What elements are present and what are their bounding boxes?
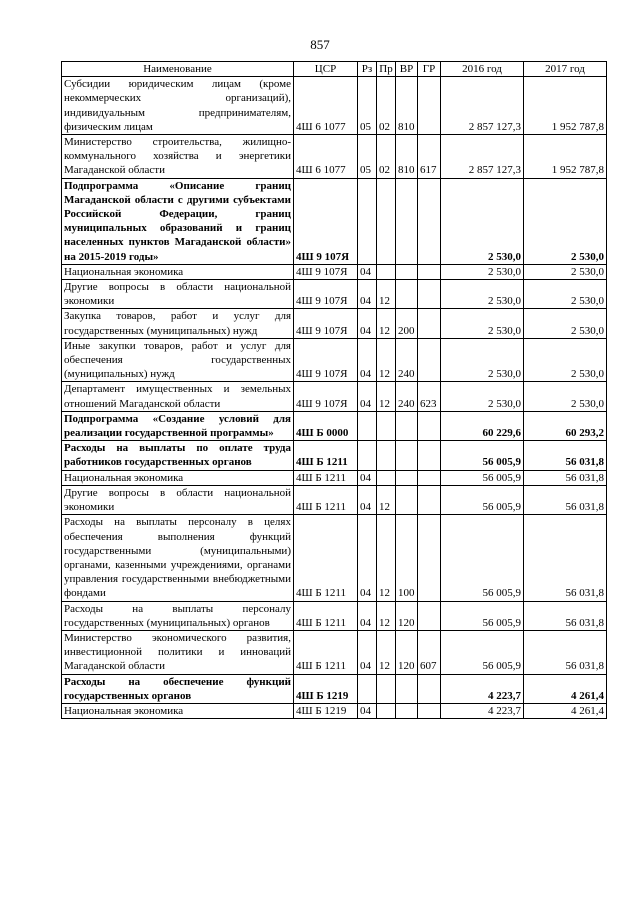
cell-2016: 60 229,6 [441,411,524,440]
cell-name: Расходы на выплаты по оплате труда работников государственных органов [62,441,294,470]
cell-2017: 56 031,8 [524,470,607,485]
cell-pr [377,470,396,485]
cell-2016: 56 005,9 [441,485,524,514]
cell-pr [377,674,396,703]
cell-pr: 12 [377,630,396,674]
cell-gr: 623 [418,382,441,411]
cell-pr: 12 [377,485,396,514]
cell-name: Расходы на обеспечение функций государственных органов [62,674,294,703]
budget-table [61,61,607,719]
cell-2017: 56 031,8 [524,630,607,674]
cell-vr: 200 [396,309,418,338]
cell-2017: 56 031,8 [524,601,607,630]
cell-2016: 2 530,0 [441,338,524,382]
cell-pr [377,411,396,440]
cell-vr: 810 [396,77,418,135]
cell-pr: 12 [377,309,396,338]
table-row [62,630,607,674]
cell-csr: 4Ш 9 107Я [294,280,358,309]
cell-2016: 2 530,0 [441,382,524,411]
cell-2016: 56 005,9 [441,630,524,674]
cell-csr: 4Ш 9 107Я [294,178,358,264]
cell-rz: 05 [358,135,377,179]
cell-csr: 4Ш 6 1077 [294,77,358,135]
cell-rz [358,441,377,470]
cell-rz [358,178,377,264]
cell-name: Субсидии юридическим лицам (кроме некоммерческих организаций), индивидуальным предпринимателям, физическим лицам [62,77,294,135]
cell-vr [396,703,418,718]
cell-2017: 2 530,0 [524,309,607,338]
cell-2017: 56 031,8 [524,441,607,470]
table-row [62,382,607,411]
cell-rz: 04 [358,470,377,485]
cell-gr [418,338,441,382]
cell-rz: 04 [358,515,377,601]
cell-vr [396,411,418,440]
cell-2016: 2 857 127,3 [441,77,524,135]
cell-vr: 120 [396,601,418,630]
cell-gr [418,485,441,514]
cell-vr: 810 [396,135,418,179]
cell-vr [396,264,418,279]
cell-name: Другие вопросы в области национальной экономики [62,280,294,309]
cell-vr [396,674,418,703]
cell-rz: 04 [358,630,377,674]
cell-rz: 04 [358,703,377,718]
cell-csr: 4Ш Б 1211 [294,441,358,470]
table-row [62,485,607,514]
cell-rz: 04 [358,485,377,514]
page-number: 857 [310,37,330,52]
table-row [62,178,607,264]
cell-pr: 12 [377,338,396,382]
cell-2016: 56 005,9 [441,601,524,630]
cell-pr [377,264,396,279]
cell-rz: 05 [358,77,377,135]
cell-vr: 240 [396,382,418,411]
table-row [62,338,607,382]
cell-2017: 60 293,2 [524,411,607,440]
cell-gr: 617 [418,135,441,179]
cell-2017: 2 530,0 [524,338,607,382]
cell-vr [396,280,418,309]
header-2017: 2017 год [524,62,607,77]
cell-2017: 1 952 787,8 [524,135,607,179]
table-body [62,77,607,719]
cell-pr [377,441,396,470]
cell-csr: 4Ш Б 1211 [294,485,358,514]
cell-rz [358,411,377,440]
cell-pr: 02 [377,135,396,179]
cell-2017: 56 031,8 [524,485,607,514]
cell-pr [377,703,396,718]
cell-2016: 4 223,7 [441,703,524,718]
table-row [62,470,607,485]
cell-gr [418,264,441,279]
cell-csr: 4Ш Б 0000 [294,411,358,440]
table-row [62,441,607,470]
cell-pr: 12 [377,601,396,630]
cell-vr: 100 [396,515,418,601]
cell-2016: 2 530,0 [441,178,524,264]
cell-pr: 12 [377,515,396,601]
cell-gr [418,674,441,703]
cell-2017: 2 530,0 [524,264,607,279]
table-row [62,135,607,179]
cell-csr: 4Ш 9 107Я [294,382,358,411]
cell-gr [418,601,441,630]
cell-gr [418,703,441,718]
cell-2017: 1 952 787,8 [524,77,607,135]
cell-2016: 56 005,9 [441,470,524,485]
cell-gr [418,441,441,470]
cell-vr: 240 [396,338,418,382]
cell-name: Иные закупки товаров, работ и услуг для обеспечения государственных (муниципальных) нужд [62,338,294,382]
cell-2017: 4 261,4 [524,703,607,718]
header-rz: Рз [358,62,377,77]
cell-2017: 2 530,0 [524,280,607,309]
table-row [62,280,607,309]
table-row [62,601,607,630]
cell-2016: 56 005,9 [441,515,524,601]
cell-csr: 4Ш Б 1219 [294,703,358,718]
cell-gr [418,411,441,440]
cell-rz: 04 [358,280,377,309]
header-vr: ВР [396,62,418,77]
cell-pr [377,178,396,264]
cell-rz: 04 [358,309,377,338]
cell-csr: 4Ш 6 1077 [294,135,358,179]
header-csr: ЦСР [294,62,358,77]
cell-rz: 04 [358,264,377,279]
table-row [62,674,607,703]
cell-pr: 02 [377,77,396,135]
cell-2016: 2 530,0 [441,264,524,279]
table-row [62,515,607,601]
cell-gr [418,515,441,601]
table-header-row [62,62,607,77]
cell-csr: 4Ш 9 107Я [294,264,358,279]
cell-vr [396,441,418,470]
cell-name: Закупка товаров, работ и услуг для государственных (муниципальных) нужд [62,309,294,338]
cell-csr: 4Ш 9 107Я [294,338,358,382]
header-2016: 2016 год [441,62,524,77]
cell-csr: 4Ш Б 1219 [294,674,358,703]
cell-2016: 2 530,0 [441,280,524,309]
cell-vr [396,470,418,485]
cell-rz [358,674,377,703]
cell-gr [418,280,441,309]
cell-name: Национальная экономика [62,703,294,718]
cell-pr: 12 [377,280,396,309]
cell-gr: 607 [418,630,441,674]
table-row [62,309,607,338]
cell-2016: 2 530,0 [441,309,524,338]
cell-2017: 56 031,8 [524,515,607,601]
cell-rz: 04 [358,601,377,630]
cell-name: Подпрограмма «Описание границ Магаданской области с другими субъектами Российской Федерации, границ муниципальных образований и границ населенных пунктов Магаданской области» на 2015-2019 годы» [62,178,294,264]
cell-name: Департамент имущественных и земельных отношений Магаданской области [62,382,294,411]
cell-vr [396,178,418,264]
cell-vr [396,485,418,514]
cell-csr: 4Ш Б 1211 [294,470,358,485]
cell-csr: 4Ш Б 1211 [294,601,358,630]
table-row [62,264,607,279]
header-gr: ГР [418,62,441,77]
cell-name: Национальная экономика [62,470,294,485]
cell-2017: 2 530,0 [524,178,607,264]
cell-pr: 12 [377,382,396,411]
table-row [62,77,607,135]
cell-name: Министерство экономического развития, инвестиционной политики и инноваций Магаданской области [62,630,294,674]
cell-csr: 4Ш 9 107Я [294,309,358,338]
cell-name: Расходы на выплаты персоналу в целях обеспечения выполнения функций государственными (муниципальными) органами, казенными учреждениями, органами управления государственными внебюджетными фондами [62,515,294,601]
cell-name: Другие вопросы в области национальной экономики [62,485,294,514]
cell-2017: 2 530,0 [524,382,607,411]
cell-name: Национальная экономика [62,264,294,279]
cell-rz: 04 [358,338,377,382]
cell-2016: 2 857 127,3 [441,135,524,179]
cell-name: Расходы на выплаты персоналу государственных (муниципальных) органов [62,601,294,630]
table-row [62,703,607,718]
cell-2016: 4 223,7 [441,674,524,703]
cell-gr [418,470,441,485]
cell-gr [418,77,441,135]
cell-2016: 56 005,9 [441,441,524,470]
cell-name: Подпрограмма «Создание условий для реализации государственной программы» [62,411,294,440]
table-row [62,411,607,440]
cell-gr [418,309,441,338]
cell-name: Министерство строительства, жилищно-коммунального хозяйства и энергетики Магаданской области [62,135,294,179]
cell-gr [418,178,441,264]
cell-rz: 04 [358,382,377,411]
cell-2017: 4 261,4 [524,674,607,703]
header-pr: Пр [377,62,396,77]
cell-csr: 4Ш Б 1211 [294,630,358,674]
header-name: Наименование [62,62,294,77]
cell-vr: 120 [396,630,418,674]
cell-csr: 4Ш Б 1211 [294,515,358,601]
